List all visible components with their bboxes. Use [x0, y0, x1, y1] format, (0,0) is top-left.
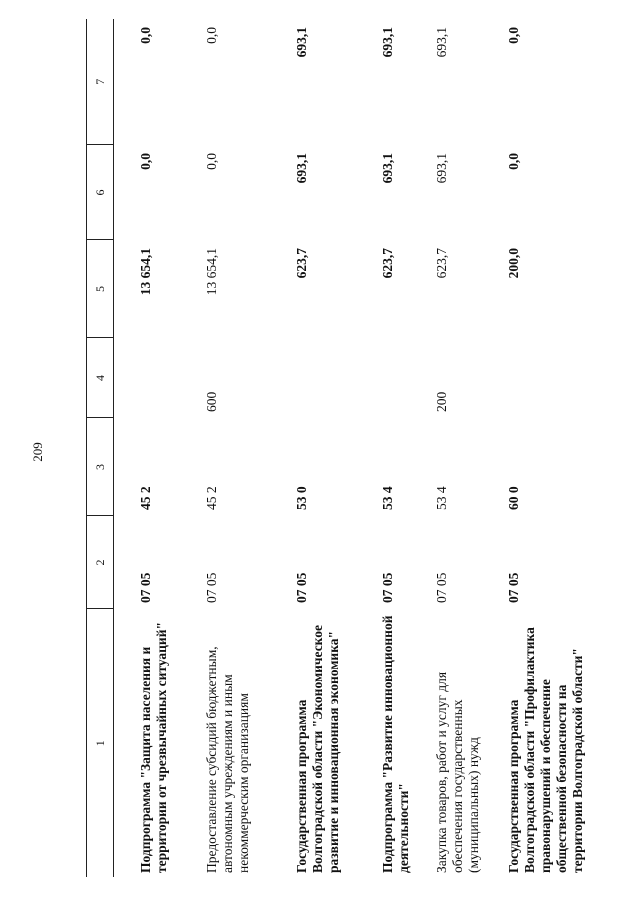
row-value-6: 693,1 — [293, 153, 309, 184]
row-value-5: 13 654,1 — [203, 248, 219, 296]
column-header-5: 5 — [87, 240, 114, 338]
row-value-7: 693,1 — [379, 27, 395, 58]
row-value-5: 623,7 — [379, 248, 395, 279]
row-section: 07 05 — [379, 572, 395, 603]
row-value-6: 0,0 — [138, 153, 153, 170]
row-name: Предоставление субсидий бюджетным, автономным учреждениям и иным некоммерческим организациям — [203, 646, 251, 873]
row-value-6: 0,0 — [203, 153, 219, 170]
column-header-6: 6 — [87, 145, 114, 240]
column-header-2: 2 — [87, 516, 114, 609]
row-section: 07 05 — [293, 572, 309, 603]
row-value-7: 0,0 — [505, 27, 521, 44]
table-row — [272, 19, 358, 877]
column-header-7: 7 — [87, 19, 114, 145]
row-value-7: 0,0 — [203, 27, 219, 44]
column-header-1: 1 — [87, 609, 114, 877]
row-expense-type: 200 — [433, 391, 449, 412]
row-target: 45 2 — [203, 486, 219, 510]
row-value-7: 0,0 — [138, 27, 153, 44]
header-row — [87, 19, 114, 877]
row-value-6: 693,1 — [379, 153, 395, 184]
row-value-7: 693,1 — [293, 27, 309, 58]
row-value-7: 693,1 — [433, 27, 449, 58]
row-expense-type — [484, 338, 594, 418]
row-name: Подпрограмма "Развитие инновационной деятельности" — [379, 615, 411, 873]
row-expense-type — [114, 338, 182, 418]
budget-table-rotated — [86, 19, 596, 877]
row-name: Закупка товаров, работ и услуг для обеспечения государственных (муниципальных) нужд — [433, 671, 481, 873]
table-row — [182, 19, 272, 877]
row-name: Подпрограмма "Защита населения и территории от чрезвычайных ситуаций" — [138, 622, 169, 873]
row-value-6: 0,0 — [505, 153, 521, 170]
row-section: 07 05 — [138, 572, 153, 603]
budget-table — [86, 19, 594, 877]
page-number: 209 — [30, 442, 45, 462]
row-value-6: 693,1 — [433, 153, 449, 184]
row-expense-type: 600 — [203, 391, 219, 412]
row-value-5: 13 654,1 — [138, 248, 153, 296]
row-value-5: 200,0 — [505, 248, 521, 279]
column-header-4: 4 — [87, 338, 114, 418]
row-section: 07 05 — [203, 572, 219, 603]
row-section: 07 05 — [505, 572, 521, 603]
row-name: Государственная программа Волгоградской области "Экономическое развитие и инновационная экономика" — [293, 624, 341, 873]
column-header-3: 3 — [87, 418, 114, 516]
table-row — [114, 19, 182, 877]
row-expense-type — [358, 338, 412, 418]
row-value-5: 623,7 — [293, 248, 309, 279]
row-name: Государственная программа Волгоградской области "Профилактика правонарушений и обеспечение общественной безопасности на территории Волгоградской области" — [505, 627, 585, 873]
row-target: 53 0 — [293, 486, 309, 510]
row-target: 53 4 — [433, 486, 449, 510]
row-target: 53 4 — [379, 486, 395, 510]
row-expense-type — [272, 338, 358, 418]
row-section: 07 05 — [433, 572, 449, 603]
table-row — [412, 19, 484, 877]
row-value-5: 623,7 — [433, 248, 449, 279]
table-row — [358, 19, 412, 877]
table-row — [484, 19, 594, 877]
row-target: 45 2 — [138, 486, 153, 510]
row-target: 60 0 — [505, 486, 521, 510]
